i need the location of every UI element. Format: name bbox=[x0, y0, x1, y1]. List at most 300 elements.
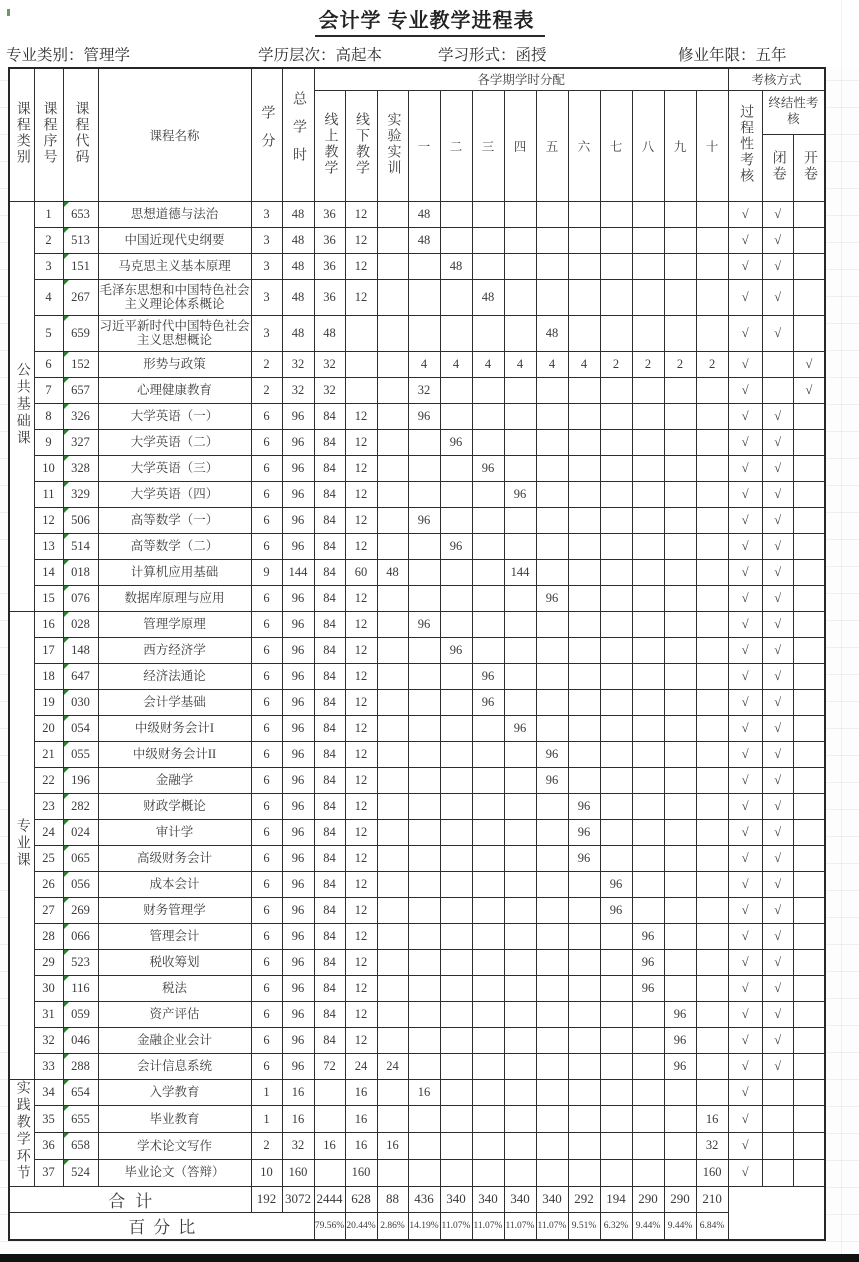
cell-course-name: 大学英语（二） bbox=[98, 429, 251, 455]
cell-semester-5 bbox=[536, 455, 568, 481]
cell-credit: 6 bbox=[251, 845, 282, 871]
category-cell bbox=[9, 201, 34, 611]
cell-credit: 2 bbox=[251, 377, 282, 403]
cell-semester-1: 32 bbox=[408, 377, 440, 403]
cell-course-name: 中国近现代史纲要 bbox=[98, 227, 251, 253]
cell-offline-hours: 12 bbox=[345, 923, 377, 949]
cell-process-check: √ bbox=[728, 819, 762, 845]
cell-open-book-check bbox=[793, 559, 825, 585]
cell-semester-7 bbox=[600, 481, 632, 507]
info-level-label: 学历层次： bbox=[258, 46, 336, 64]
cell-open-book-check bbox=[793, 429, 825, 455]
cell-semester-5 bbox=[536, 1079, 568, 1106]
cell-online-hours: 84 bbox=[314, 533, 345, 559]
cell-course-code: 059 bbox=[63, 1001, 98, 1027]
cell-semester-1 bbox=[408, 1001, 440, 1027]
cell-semester-7 bbox=[600, 377, 632, 403]
cell-semester-1: 48 bbox=[408, 227, 440, 253]
cell-semester-3 bbox=[472, 793, 504, 819]
cell-course-name: 毕业论文（答辩） bbox=[98, 1159, 251, 1186]
cell-semester-1 bbox=[408, 1133, 440, 1160]
cell-semester-10 bbox=[696, 279, 728, 315]
cell-course-name: 中级财务会计II bbox=[98, 741, 251, 767]
cell-semester-4 bbox=[504, 975, 536, 1001]
cell-semester-3 bbox=[472, 253, 504, 279]
cell-total-hours: 96 bbox=[282, 897, 314, 923]
cell-credit: 6 bbox=[251, 585, 282, 611]
course-row bbox=[9, 1133, 825, 1160]
cell-credit: 6 bbox=[251, 975, 282, 1001]
cell-semester-6 bbox=[568, 949, 600, 975]
cell-semester-8: 96 bbox=[632, 923, 664, 949]
cell-offline-hours: 12 bbox=[345, 1027, 377, 1053]
header-sem-6: 六 bbox=[568, 90, 600, 201]
cell-process-check: √ bbox=[728, 923, 762, 949]
cell-semester-10 bbox=[696, 975, 728, 1001]
percent-value-8: 11.07% bbox=[536, 1212, 568, 1240]
cell-credit: 9 bbox=[251, 559, 282, 585]
cell-open-book-check bbox=[793, 201, 825, 227]
cell-credit: 6 bbox=[251, 611, 282, 637]
cell-total-hours: 96 bbox=[282, 975, 314, 1001]
cell-semester-2 bbox=[440, 315, 472, 351]
percent-value-10: 6.32% bbox=[600, 1212, 632, 1240]
cell-semester-4: 96 bbox=[504, 481, 536, 507]
table-header bbox=[9, 68, 825, 201]
cell-course-name: 会计学基础 bbox=[98, 689, 251, 715]
cell-semester-7 bbox=[600, 585, 632, 611]
cell-semester-8 bbox=[632, 637, 664, 663]
cell-semester-3 bbox=[472, 611, 504, 637]
cell-offline-hours: 16 bbox=[345, 1133, 377, 1160]
cell-semester-1: 16 bbox=[408, 1079, 440, 1106]
cell-online-hours: 84 bbox=[314, 507, 345, 533]
cell-online-hours: 84 bbox=[314, 949, 345, 975]
cell-closed-book-check bbox=[762, 1159, 793, 1186]
cell-semester-10 bbox=[696, 767, 728, 793]
cell-open-book-check bbox=[793, 1133, 825, 1160]
cell-closed-book-check: √ bbox=[762, 975, 793, 1001]
cell-process-check: √ bbox=[728, 793, 762, 819]
cell-semester-7 bbox=[600, 663, 632, 689]
cell-semester-3: 96 bbox=[472, 689, 504, 715]
cell-course-no: 9 bbox=[34, 429, 63, 455]
cell-semester-2 bbox=[440, 767, 472, 793]
cell-credit: 6 bbox=[251, 871, 282, 897]
cell-lab-hours bbox=[377, 637, 408, 663]
cell-semester-5 bbox=[536, 949, 568, 975]
category-label: 公共基础课 bbox=[14, 361, 30, 447]
cell-semester-8 bbox=[632, 871, 664, 897]
cell-process-check: √ bbox=[728, 533, 762, 559]
cell-process-check: √ bbox=[728, 975, 762, 1001]
category-label: 专业课 bbox=[14, 817, 30, 869]
cell-total-hours: 96 bbox=[282, 429, 314, 455]
cell-semester-4 bbox=[504, 611, 536, 637]
cell-open-book-check bbox=[793, 481, 825, 507]
percent-value-4: 14.19% bbox=[408, 1212, 440, 1240]
cell-semester-9 bbox=[664, 845, 696, 871]
cell-offline-hours: 12 bbox=[345, 637, 377, 663]
course-row bbox=[9, 1027, 825, 1053]
cell-semester-5 bbox=[536, 1053, 568, 1079]
total-semester-8: 290 bbox=[632, 1186, 664, 1212]
cell-semester-2 bbox=[440, 663, 472, 689]
course-row bbox=[9, 429, 825, 455]
header-semester-band: 各学期学时分配 bbox=[314, 68, 728, 90]
cell-semester-6 bbox=[568, 279, 600, 315]
cell-course-code: 524 bbox=[63, 1159, 98, 1186]
cell-semester-7 bbox=[600, 1053, 632, 1079]
cell-semester-4 bbox=[504, 403, 536, 429]
bottom-border-bar bbox=[0, 1254, 859, 1262]
corner-artifact-mark bbox=[7, 9, 10, 16]
cell-course-code: 659 bbox=[63, 315, 98, 351]
cell-course-name: 形势与政策 bbox=[98, 351, 251, 377]
cell-semester-5 bbox=[536, 227, 568, 253]
cell-course-no: 36 bbox=[34, 1133, 63, 1160]
header-offline: 线下教学 bbox=[345, 90, 377, 201]
cell-semester-9 bbox=[664, 279, 696, 315]
info-form-label: 学习形式： bbox=[438, 46, 516, 64]
cell-semester-3 bbox=[472, 377, 504, 403]
cell-semester-4 bbox=[504, 741, 536, 767]
percent-value-7: 11.07% bbox=[504, 1212, 536, 1240]
course-row bbox=[9, 279, 825, 315]
cell-open-book-check bbox=[793, 1106, 825, 1133]
cell-semester-4 bbox=[504, 455, 536, 481]
cell-semester-4 bbox=[504, 1079, 536, 1106]
cell-semester-1 bbox=[408, 315, 440, 351]
cell-closed-book-check: √ bbox=[762, 793, 793, 819]
cell-semester-1 bbox=[408, 689, 440, 715]
cell-open-book-check bbox=[793, 1027, 825, 1053]
cell-semester-10 bbox=[696, 923, 728, 949]
cell-semester-3 bbox=[472, 559, 504, 585]
cell-online-hours bbox=[314, 1079, 345, 1106]
cell-lab-hours bbox=[377, 377, 408, 403]
total-offline: 628 bbox=[345, 1186, 377, 1212]
cell-open-book-check bbox=[793, 871, 825, 897]
cell-offline-hours: 12 bbox=[345, 793, 377, 819]
info-duration-value: 五年 bbox=[755, 46, 787, 64]
cell-open-book-check bbox=[793, 253, 825, 279]
cell-semester-2 bbox=[440, 611, 472, 637]
cell-semester-10 bbox=[696, 1027, 728, 1053]
cell-course-no: 24 bbox=[34, 819, 63, 845]
course-row bbox=[9, 923, 825, 949]
cell-semester-1: 96 bbox=[408, 611, 440, 637]
course-row bbox=[9, 201, 825, 227]
cell-semester-4 bbox=[504, 767, 536, 793]
cell-semester-10 bbox=[696, 871, 728, 897]
course-row bbox=[9, 455, 825, 481]
cell-course-no: 21 bbox=[34, 741, 63, 767]
cell-course-name: 税收筹划 bbox=[98, 949, 251, 975]
cell-semester-4 bbox=[504, 689, 536, 715]
cell-process-check: √ bbox=[728, 949, 762, 975]
percent-label: 百分比 bbox=[9, 1212, 314, 1240]
cell-credit: 6 bbox=[251, 1053, 282, 1079]
cell-process-check: √ bbox=[728, 689, 762, 715]
cell-semester-4: 96 bbox=[504, 715, 536, 741]
cell-semester-10 bbox=[696, 819, 728, 845]
cell-total-hours: 96 bbox=[282, 403, 314, 429]
course-row bbox=[9, 227, 825, 253]
cell-semester-9 bbox=[664, 253, 696, 279]
cell-process-check: √ bbox=[728, 403, 762, 429]
cell-lab-hours bbox=[377, 793, 408, 819]
cell-closed-book-check: √ bbox=[762, 315, 793, 351]
cell-course-code: 329 bbox=[63, 481, 98, 507]
cell-semester-3 bbox=[472, 315, 504, 351]
cell-lab-hours: 16 bbox=[377, 1133, 408, 1160]
cell-online-hours: 32 bbox=[314, 351, 345, 377]
cell-semester-6 bbox=[568, 923, 600, 949]
cell-semester-1 bbox=[408, 481, 440, 507]
cell-semester-7 bbox=[600, 315, 632, 351]
cell-course-name: 审计学 bbox=[98, 819, 251, 845]
course-row bbox=[9, 715, 825, 741]
cell-semester-9 bbox=[664, 403, 696, 429]
cell-semester-6 bbox=[568, 227, 600, 253]
cell-semester-2 bbox=[440, 1079, 472, 1106]
cell-semester-10 bbox=[696, 227, 728, 253]
cell-semester-3 bbox=[472, 741, 504, 767]
cell-semester-3 bbox=[472, 403, 504, 429]
cell-course-name: 大学英语（一） bbox=[98, 403, 251, 429]
cell-closed-book-check: √ bbox=[762, 923, 793, 949]
cell-semester-3: 48 bbox=[472, 279, 504, 315]
cell-total-hours: 48 bbox=[282, 315, 314, 351]
cell-offline-hours: 16 bbox=[345, 1106, 377, 1133]
cell-process-check: √ bbox=[728, 559, 762, 585]
cell-online-hours: 84 bbox=[314, 845, 345, 871]
cell-online-hours: 84 bbox=[314, 559, 345, 585]
total-semester-6: 292 bbox=[568, 1186, 600, 1212]
cell-online-hours: 84 bbox=[314, 455, 345, 481]
course-row bbox=[9, 1106, 825, 1133]
cell-online-hours: 84 bbox=[314, 975, 345, 1001]
cell-semester-2 bbox=[440, 793, 472, 819]
cell-lab-hours bbox=[377, 663, 408, 689]
cell-semester-6 bbox=[568, 533, 600, 559]
cell-semester-4 bbox=[504, 227, 536, 253]
cell-course-name: 毛泽东思想和中国特色社会主义理论体系概论 bbox=[98, 279, 251, 315]
percent-value-13: 6.84% bbox=[696, 1212, 728, 1240]
cell-semester-1 bbox=[408, 741, 440, 767]
cell-online-hours: 84 bbox=[314, 1027, 345, 1053]
cell-semester-2 bbox=[440, 897, 472, 923]
cell-course-name: 金融学 bbox=[98, 767, 251, 793]
cell-course-name: 计算机应用基础 bbox=[98, 559, 251, 585]
cell-semester-10 bbox=[696, 637, 728, 663]
cell-open-book-check bbox=[793, 1159, 825, 1186]
cell-credit: 6 bbox=[251, 533, 282, 559]
cell-semester-9 bbox=[664, 663, 696, 689]
cell-total-hours: 96 bbox=[282, 455, 314, 481]
total-semester-3: 340 bbox=[472, 1186, 504, 1212]
percent-value-1: 79.56% bbox=[314, 1212, 345, 1240]
cell-lab-hours bbox=[377, 1001, 408, 1027]
cell-semester-6: 4 bbox=[568, 351, 600, 377]
cell-course-code: 065 bbox=[63, 845, 98, 871]
cell-semester-10: 16 bbox=[696, 1106, 728, 1133]
cell-closed-book-check: √ bbox=[762, 871, 793, 897]
cell-semester-7 bbox=[600, 507, 632, 533]
cell-open-book-check bbox=[793, 279, 825, 315]
cell-semester-2 bbox=[440, 455, 472, 481]
cell-course-no: 29 bbox=[34, 949, 63, 975]
cell-course-no: 13 bbox=[34, 533, 63, 559]
cell-semester-3 bbox=[472, 845, 504, 871]
cell-semester-4 bbox=[504, 507, 536, 533]
cell-credit: 6 bbox=[251, 403, 282, 429]
cell-offline-hours: 16 bbox=[345, 1079, 377, 1106]
cell-semester-3 bbox=[472, 481, 504, 507]
cell-lab-hours bbox=[377, 253, 408, 279]
cell-course-no: 1 bbox=[34, 201, 63, 227]
cell-semester-9 bbox=[664, 1159, 696, 1186]
cell-semester-1 bbox=[408, 897, 440, 923]
cell-course-name: 高等数学（一） bbox=[98, 507, 251, 533]
cell-online-hours: 84 bbox=[314, 1001, 345, 1027]
cell-open-book-check bbox=[793, 741, 825, 767]
course-row bbox=[9, 663, 825, 689]
cell-process-check: √ bbox=[728, 429, 762, 455]
cell-semester-2: 48 bbox=[440, 253, 472, 279]
info-duration-label: 修业年限： bbox=[678, 46, 756, 64]
cell-semester-2 bbox=[440, 403, 472, 429]
cell-semester-7 bbox=[600, 611, 632, 637]
cell-course-name: 经济法通论 bbox=[98, 663, 251, 689]
cell-semester-2 bbox=[440, 201, 472, 227]
cell-credit: 3 bbox=[251, 279, 282, 315]
percent-value-9: 9.51% bbox=[568, 1212, 600, 1240]
cell-online-hours bbox=[314, 1106, 345, 1133]
cell-semester-5 bbox=[536, 559, 568, 585]
cell-lab-hours bbox=[377, 201, 408, 227]
cell-semester-10 bbox=[696, 429, 728, 455]
cell-semester-2 bbox=[440, 1106, 472, 1133]
cell-total-hours: 96 bbox=[282, 715, 314, 741]
cell-offline-hours: 160 bbox=[345, 1159, 377, 1186]
course-row bbox=[9, 253, 825, 279]
cell-semester-2 bbox=[440, 585, 472, 611]
total-semester-4: 340 bbox=[504, 1186, 536, 1212]
course-row bbox=[9, 1079, 825, 1106]
cell-semester-8 bbox=[632, 1053, 664, 1079]
cell-course-code: 028 bbox=[63, 611, 98, 637]
cell-semester-8 bbox=[632, 1159, 664, 1186]
cell-closed-book-check: √ bbox=[762, 1027, 793, 1053]
cell-course-code: 655 bbox=[63, 1106, 98, 1133]
cell-semester-4: 144 bbox=[504, 559, 536, 585]
cell-open-book-check bbox=[793, 1001, 825, 1027]
cell-semester-5 bbox=[536, 637, 568, 663]
cell-semester-8 bbox=[632, 715, 664, 741]
cell-semester-9 bbox=[664, 975, 696, 1001]
cell-offline-hours bbox=[345, 351, 377, 377]
cell-online-hours: 84 bbox=[314, 429, 345, 455]
cell-total-hours: 96 bbox=[282, 611, 314, 637]
cell-semester-4 bbox=[504, 819, 536, 845]
cell-credit: 6 bbox=[251, 507, 282, 533]
cell-course-code: 066 bbox=[63, 923, 98, 949]
cell-open-book-check bbox=[793, 897, 825, 923]
cell-semester-9 bbox=[664, 611, 696, 637]
cell-total-hours: 48 bbox=[282, 227, 314, 253]
cell-semester-4 bbox=[504, 533, 536, 559]
cell-semester-2 bbox=[440, 819, 472, 845]
cell-offline-hours: 12 bbox=[345, 741, 377, 767]
cell-credit: 2 bbox=[251, 351, 282, 377]
cell-lab-hours bbox=[377, 871, 408, 897]
cell-semester-6: 96 bbox=[568, 845, 600, 871]
cell-process-check: √ bbox=[728, 1133, 762, 1160]
cell-semester-1 bbox=[408, 845, 440, 871]
cell-course-name: 马克思主义基本原理 bbox=[98, 253, 251, 279]
cell-online-hours: 84 bbox=[314, 923, 345, 949]
cell-semester-4 bbox=[504, 793, 536, 819]
cell-semester-9: 2 bbox=[664, 351, 696, 377]
cell-course-code: 506 bbox=[63, 507, 98, 533]
cell-offline-hours: 24 bbox=[345, 1053, 377, 1079]
cell-course-no: 16 bbox=[34, 611, 63, 637]
header-credit: 学分 bbox=[251, 68, 282, 201]
total-row bbox=[9, 1186, 825, 1212]
course-row bbox=[9, 585, 825, 611]
info-level bbox=[258, 43, 438, 65]
cell-course-code: 513 bbox=[63, 227, 98, 253]
cell-semester-4 bbox=[504, 201, 536, 227]
cell-semester-10 bbox=[696, 403, 728, 429]
cell-total-hours: 160 bbox=[282, 1159, 314, 1186]
cell-course-no: 31 bbox=[34, 1001, 63, 1027]
cell-semester-2 bbox=[440, 1053, 472, 1079]
cell-total-hours: 96 bbox=[282, 507, 314, 533]
header-sem-8: 八 bbox=[632, 90, 664, 201]
cell-semester-7: 2 bbox=[600, 351, 632, 377]
cell-course-name: 成本会计 bbox=[98, 871, 251, 897]
cell-course-code: 327 bbox=[63, 429, 98, 455]
header-sem-2: 二 bbox=[440, 90, 472, 201]
cell-closed-book-check: √ bbox=[762, 533, 793, 559]
cell-total-hours: 48 bbox=[282, 279, 314, 315]
cell-semester-6 bbox=[568, 637, 600, 663]
cell-course-no: 27 bbox=[34, 897, 63, 923]
cell-course-no: 30 bbox=[34, 975, 63, 1001]
cell-semester-10 bbox=[696, 253, 728, 279]
course-table-body bbox=[9, 201, 825, 1240]
cell-semester-3 bbox=[472, 1053, 504, 1079]
cell-course-code: 148 bbox=[63, 637, 98, 663]
cell-semester-8 bbox=[632, 429, 664, 455]
course-row bbox=[9, 897, 825, 923]
header-sem-9: 九 bbox=[664, 90, 696, 201]
info-form-value: 函授 bbox=[515, 46, 547, 64]
cell-course-no: 32 bbox=[34, 1027, 63, 1053]
cell-offline-hours: 12 bbox=[345, 949, 377, 975]
cell-semester-1 bbox=[408, 533, 440, 559]
cell-process-check: √ bbox=[728, 663, 762, 689]
cell-closed-book-check: √ bbox=[762, 253, 793, 279]
header-sem-7: 七 bbox=[600, 90, 632, 201]
cell-semester-5 bbox=[536, 897, 568, 923]
cell-semester-9 bbox=[664, 1079, 696, 1106]
cell-course-no: 23 bbox=[34, 793, 63, 819]
cell-semester-8 bbox=[632, 1027, 664, 1053]
